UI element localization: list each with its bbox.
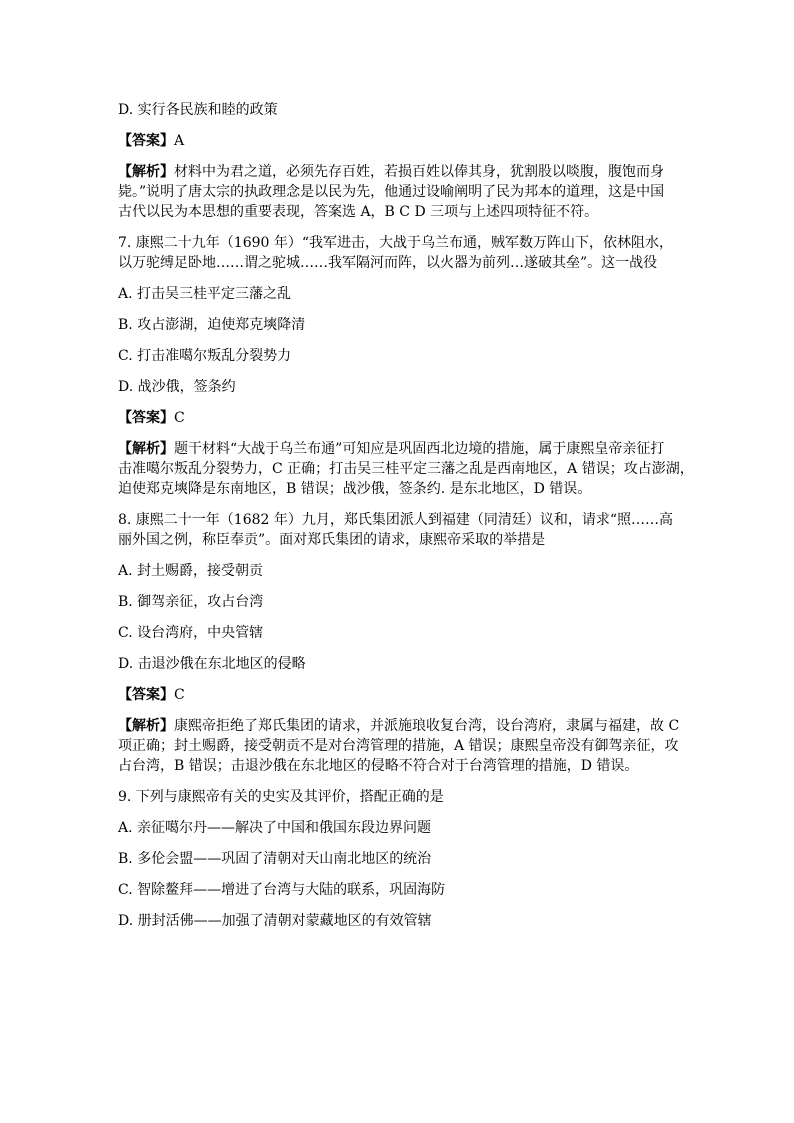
text-line [118,756,678,776]
line-text: C [174,410,185,426]
line-text: 8. 康熙二十一年（1682 年）九月，郑氏集团派人到福建（同清廷）议和，请求“照……高 [118,512,674,528]
line-text: D. 册封活佛——加强了清朝对蒙藏地区的有效管辖 [118,913,432,929]
text-line [118,510,678,530]
text-line [118,736,678,756]
line-text: C [174,687,185,703]
text-line [118,849,678,869]
text-line [118,459,694,479]
line-text: 迫使郑克塽降是东南地区，B 错误；战沙俄，签条约. 是东北地区，D 错误。 [118,481,592,497]
text-line [118,233,678,253]
line-tag: 【答案】 [118,687,174,703]
document-body [118,100,694,931]
line-text: C. 智除鳌拜——增进了台湾与大陆的联系，巩固海防 [118,882,446,898]
text-line [118,100,678,120]
labeled-line [118,408,678,428]
line-text: 丽外国之例，称臣奉贡”。面对郑氏集团的请求，康熙帝采取的举措是 [118,532,546,548]
line-text: 题干材料“大战于乌兰布通”可知应是巩固西北边境的措施，属于康熙皇帝亲征打 [174,441,665,457]
line-text: A. 封土赐爵，接受朝贡 [118,563,264,579]
line-text: D. 击退沙俄在东北地区的侵略 [118,656,306,672]
line-text: 毙。”说明了唐太宗的执政理念是以民为先，他通过设喻阐明了民为邦本的道理，这是中国 [118,184,665,200]
line-text: 9. 下列与康熙帝有关的史实及其评价，搭配正确的是 [118,789,444,805]
text-line [118,253,678,273]
line-text: B. 御驾亲征，攻占台湾 [118,594,264,610]
labeled-line [118,716,678,736]
text-line [118,880,678,900]
line-text: 击准噶尔叛乱分裂势力，C 正确；打击吴三桂平定三藩之乱是西南地区，A 错误；攻占澎湖， [118,461,694,477]
text-line [118,479,678,499]
line-tag: 【解析】 [118,441,174,457]
line-text: A. 打击吴三桂平定三藩之乱 [118,286,292,302]
text-line [118,346,678,366]
line-text: B. 攻占澎湖，迫使郑克塽降清 [118,317,306,333]
line-tag: 【答案】 [118,410,174,426]
line-text: 康熙帝拒绝了郑氏集团的请求，并派施琅收复台湾，设台湾府，隶属与福建，故 C [174,718,680,734]
text-line [118,818,678,838]
labeled-line [118,131,678,151]
line-text: D. 战沙俄，签条约 [118,379,236,395]
text-line [118,623,678,643]
text-line [118,182,678,202]
text-line [118,202,678,222]
text-line [118,315,678,335]
line-text: 占台湾，B 错误；击退沙俄在东北地区的侵略不符合对于台湾管理的措施，D 错误。 [118,758,639,774]
text-line [118,561,678,581]
line-text: D. 实行各民族和睦的政策 [118,102,278,118]
labeled-line [118,685,678,705]
line-tag: 【答案】 [118,133,174,149]
line-tag: 【解析】 [118,164,174,180]
text-line [118,654,678,674]
line-text: A [174,133,185,149]
line-text: C. 设台湾府，中央管辖 [118,625,264,641]
line-text: 7. 康熙二十九年（1690 年）“我军进击，大战于乌兰布通，贼军数万阵山下，依林阻水， [118,235,674,251]
text-line [118,377,678,397]
line-text: A. 亲征噶尔丹——解决了中国和俄国东段边界问题 [118,820,432,836]
line-tag: 【解析】 [118,718,174,734]
labeled-line [118,439,678,459]
line-text: C. 打击准噶尔叛乱分裂势力 [118,348,292,364]
line-text: 古代以民为本思想的重要表现，答案选 A，B C D 三项与上述四项特征不符。 [118,204,599,220]
line-text: 项正确；封土赐爵，接受朝贡不是对台湾管理的措施，A 错误；康熙皇帝没有御驾亲征，攻 [118,738,679,754]
text-line [118,787,678,807]
text-line [118,592,678,612]
labeled-line [118,162,678,182]
line-text: 材料中为君之道，必须先存百姓，若损百姓以俸其身，犹割股以啖腹，腹饱而身 [174,164,664,180]
text-line [118,530,678,550]
line-text: B. 多伦会盟——巩固了清朝对天山南北地区的统治 [118,851,432,867]
text-line [118,911,678,931]
line-text: 以万驼缚足卧地……谓之驼城……我军隔河而阵，以火器为前列…遂破其垒”。这一战役 [118,255,658,271]
text-line [118,284,678,304]
